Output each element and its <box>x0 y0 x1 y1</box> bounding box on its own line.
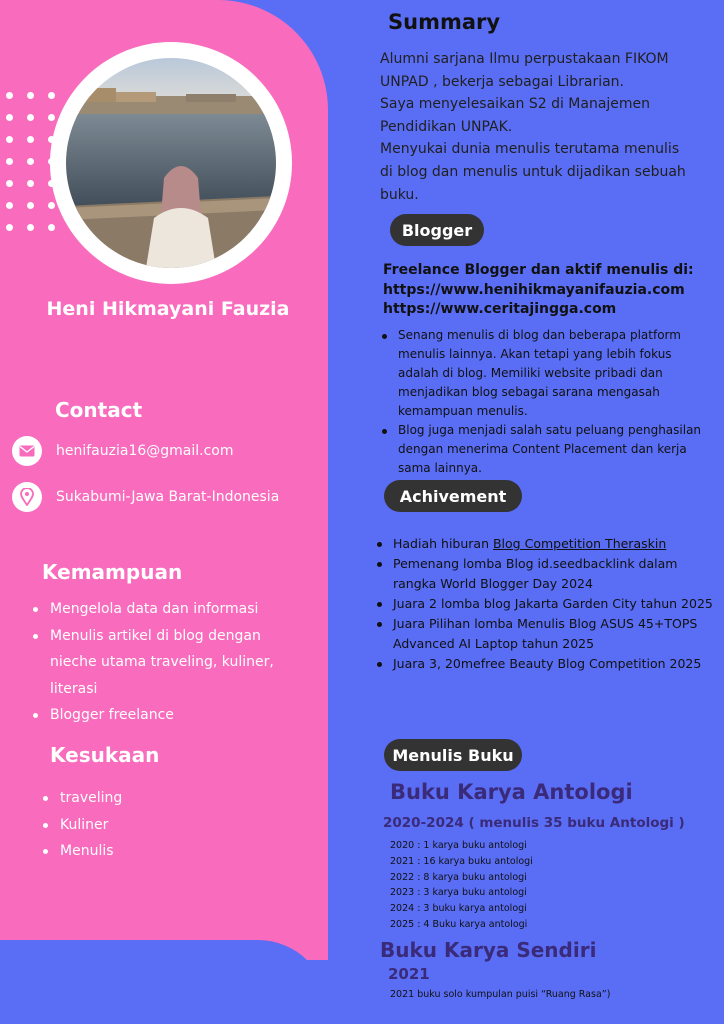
summary-line: Pendidikan UNPAK. <box>380 118 513 135</box>
skill-item: Mengelola data dan informasi <box>32 596 274 623</box>
achievement-item: Pemenang lomba Blog id.seedbacklink dalam rangka World Blogger Day 2024 <box>377 554 717 594</box>
contact-heading: Contact <box>55 398 143 422</box>
blogger-list-item: Blog juga menjadi salah satu peluang penghasilan dengan menerima Content Placement dan kerja sama lainnya. <box>382 421 712 478</box>
hobbies-heading: Kesukaan <box>50 743 160 767</box>
summary-line: Saya menyelesaikan S2 di Manajemen <box>380 96 651 113</box>
envelope-icon <box>12 436 42 466</box>
competition-link[interactable]: Blog Competition Theraskin <box>492 536 667 551</box>
achievement-item: Juara Pilihan lomba Menulis Blog ASUS 45+TOPS Advanced AI Laptop tahun 2025 <box>377 614 717 654</box>
summary-heading: Summary <box>388 10 501 34</box>
achievement-item <box>377 534 717 554</box>
left-bottom-accent <box>0 940 328 1024</box>
solo-year: 2021 <box>388 965 430 983</box>
skills-list <box>32 596 274 729</box>
blogger-heading: Blogger <box>390 214 484 246</box>
achievement-prefix: Hadiah hiburan <box>393 536 493 551</box>
antologi-year-row: 2024 : 3 buku karya antologi <box>390 903 527 915</box>
summary-line: Alumni sarjana Ilmu perpustakaan FIKOM <box>380 51 669 67</box>
skill-item: Menulis artikel di blog dengan <box>32 623 274 650</box>
person-name: Heni Hikmayani Fauzia <box>46 298 290 320</box>
hobby-item: traveling <box>42 785 122 812</box>
location-text: Sukabumi-Jawa Barat-Indonesia <box>56 489 280 505</box>
antologi-year-row: 2020 : 1 karya buku antologi <box>390 840 527 851</box>
antologi-year-row: 2025 : 4 Buku karya antologi <box>390 918 528 930</box>
email-row[interactable] <box>12 436 234 466</box>
blogger-list-item: Senang menulis di blog dan beberapa platform menulis lainnya. Akan tetapi yang lebih fokus adalah di blog. Memiliki website pribadi dan menjadikan blog sebagai sarana mengasah kemampuan menulis. <box>382 326 712 421</box>
summary-line: Menyukai dunia menulis terutama menulis <box>380 141 680 158</box>
summary-line: buku. <box>380 186 419 203</box>
website-link[interactable]: https://www.ceritajingga.com <box>383 301 617 317</box>
blogger-headline: Freelance Blogger dan aktif menulis di: <box>383 262 694 278</box>
antologi-year-row: 2023 : 3 karya buku antologi <box>390 887 527 899</box>
skill-item: Blogger freelance <box>32 702 274 729</box>
achievement-item: Juara 2 lomba blog Jakarta Garden City tahun 2025 <box>377 594 717 614</box>
blogger-list <box>382 326 712 478</box>
summary-text <box>380 48 710 206</box>
achievement-heading: Achivement <box>384 480 522 512</box>
blogger-headline-block <box>383 261 713 320</box>
summary-line: UNPAD , bekerja sebagai Librarian. <box>380 73 625 90</box>
hobby-item: Menulis <box>42 838 122 865</box>
skill-item-continuation: literasi <box>50 680 98 697</box>
skill-item-continuation: nieche utama traveling, kuliner, <box>50 654 274 670</box>
decorative-dots <box>6 92 56 237</box>
antologi-year-list <box>390 838 533 933</box>
books-heading: Menulis Buku <box>384 739 522 771</box>
solo-line: 2021 buku solo kumpulan puisi “Ruang Rasa”) <box>390 989 611 1000</box>
location-row <box>12 482 279 512</box>
achievement-list <box>377 534 717 674</box>
hobby-item: Kuliner <box>42 812 122 839</box>
map-pin-icon <box>12 482 42 512</box>
website-link[interactable]: https://www.henihikmayanifauzia.com <box>383 281 685 298</box>
achievement-item: Juara 3, 20mefree Beauty Blog Competition 2025 <box>377 654 717 674</box>
solo-title: Buku Karya Sendiri <box>380 938 597 962</box>
summary-line: di blog dan menulis untuk dijadikan sebuah <box>380 163 686 180</box>
antologi-year-row: 2022 : 8 karya buku antologi <box>390 871 527 883</box>
profile-photo <box>66 58 276 268</box>
email-text[interactable]: henifauzia16@gmail.com <box>56 443 234 459</box>
skills-heading: Kemampuan <box>42 560 183 584</box>
hobbies-list <box>42 785 122 865</box>
antologi-year-row: 2021 : 16 karya buku antologi <box>390 855 533 867</box>
antologi-title: Buku Karya Antologi <box>390 780 633 804</box>
antologi-range: 2020-2024 ( menulis 35 buku Antologi ) <box>383 815 685 831</box>
